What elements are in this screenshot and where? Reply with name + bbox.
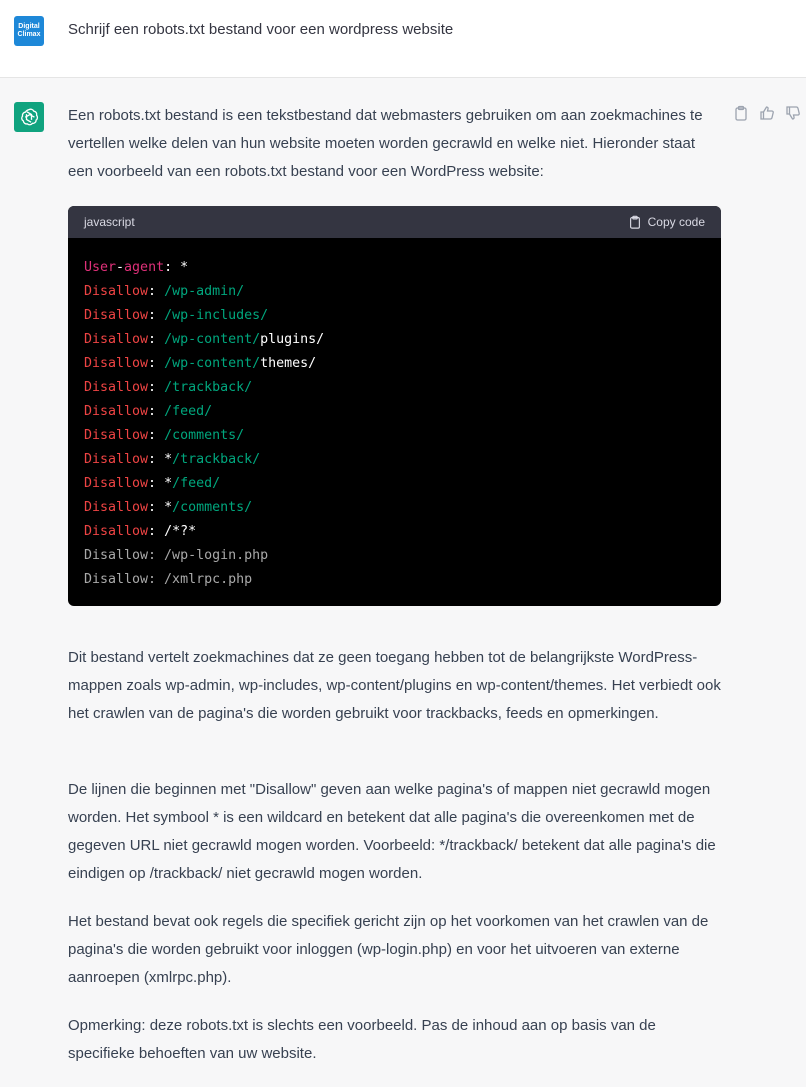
code-path: /feed/ [172, 476, 221, 491]
assistant-intro [68, 102, 721, 186]
explanation-paragraph-4: Opmerking: deze robots.txt is slechts een voorbeeld. Pas de inhoud aan op basis van de specifieke behoeften van uw website. [68, 1017, 656, 1062]
code-line [84, 328, 705, 352]
code-keyword: Disallow [84, 428, 149, 443]
code-line [84, 520, 705, 544]
code-language: javascript [84, 215, 135, 229]
clipboard-icon[interactable] [733, 105, 749, 121]
code-colon: : [148, 500, 165, 515]
code-colon: : [164, 260, 181, 275]
avatar-text-line1: Digital [18, 23, 40, 30]
code-line [84, 304, 705, 328]
code-path: /trackback/ [164, 380, 253, 395]
user-avatar [14, 16, 44, 46]
code-value: /*?* [164, 524, 197, 539]
code-colon: : [148, 428, 165, 443]
code-colon: : [148, 524, 165, 539]
thumbs-down-icon[interactable] [785, 105, 801, 121]
code-block [68, 206, 721, 606]
code-keyword: Disallow [84, 524, 149, 539]
code-path: /feed/ [164, 404, 213, 419]
code-line [84, 280, 705, 304]
code-line [84, 400, 705, 424]
code-wildcard: * [164, 476, 173, 491]
code-line [84, 496, 705, 520]
code-content [68, 238, 721, 592]
code-line [84, 376, 705, 400]
code-keyword: User [84, 260, 117, 275]
code-comment: Disallow: /wp-login.php [84, 548, 269, 563]
code-colon: : [148, 404, 165, 419]
code-colon: : [148, 308, 165, 323]
code-keyword: Disallow [84, 404, 149, 419]
explanation-paragraph-2: De lijnen die beginnen met "Disallow" geven aan welke pagina's of mappen niet gecrawld mogen worden. Het symbool * is een wildcard en betekent dat alle pagina's die overeenkomen met de gegeven URL niet gecrawld mogen worden. Voorbeeld: */trackback/ betekent dat alle pagina's die eindigen op /trackback/ niet gecrawld mogen worden. [68, 781, 716, 882]
code-wildcard: * [164, 452, 173, 467]
message-actions [733, 105, 801, 121]
copy-code-label: Copy code [647, 215, 705, 229]
code-colon: : [148, 356, 165, 371]
copy-code-button[interactable] [628, 215, 705, 229]
code-colon: : [148, 452, 165, 467]
code-value: plugins/ [260, 332, 325, 347]
code-path: /wp-content/ [164, 332, 261, 347]
code-path: /comments/ [172, 500, 253, 515]
code-comment: Disallow: /xmlrpc.php [84, 572, 253, 587]
avatar-text-line2: Climax [17, 31, 41, 38]
code-colon: : [148, 476, 165, 491]
explanation-paragraph-1: Dit bestand vertelt zoekmachines dat ze geen toegang hebben tot de belangrijkste WordPress-mappen zoals wp-admin, wp-includes, wp-content/plugins en wp-content/themes. Het verbiedt ook het crawlen van de pagina's die worden gebruikt voor trackbacks, feeds en opmerkingen. [68, 649, 721, 722]
code-value: * [180, 260, 189, 275]
code-colon: : [148, 284, 165, 299]
code-keyword: Disallow [84, 356, 149, 371]
code-line [84, 472, 705, 496]
code-keyword: Disallow [84, 476, 149, 491]
openai-logo-icon [14, 102, 44, 132]
code-path: /wp-admin/ [164, 284, 245, 299]
code-path: /wp-includes/ [164, 308, 269, 323]
code-keyword: agent [124, 260, 165, 275]
intro-text: Een robots.txt bestand is een tekstbestand dat webmasters gebruiken om aan zoekmachines te vertellen welke delen van hun website moeten worden gecrawld en welke niet. Hieronder staat een voorbeeld van een robots.txt bestand voor een WordPress website: [68, 107, 703, 180]
user-message-text: Schrijf een robots.txt bestand voor een wordpress website [68, 21, 454, 38]
code-line [84, 448, 705, 472]
code-path: /trackback/ [172, 452, 261, 467]
assistant-message-row [0, 78, 806, 1087]
code-line [84, 544, 705, 568]
code-line [84, 568, 705, 592]
explanation-paragraph-3: Het bestand bevat ook regels die specifiek gericht zijn op het voorkomen van het crawlen van de pagina's die worden gebruikt voor inloggen (wp-login.php) en voor het uitvoeren van externe aanroepen (xmlrpc.php). [68, 913, 709, 986]
code-keyword: Disallow [84, 332, 149, 347]
code-value: themes/ [260, 356, 317, 371]
code-keyword: Disallow [84, 284, 149, 299]
code-path: /comments/ [164, 428, 245, 443]
code-keyword: Disallow [84, 308, 149, 323]
code-line [84, 352, 705, 376]
code-line [84, 256, 705, 280]
code-header [68, 206, 721, 238]
code-wildcard: * [164, 500, 173, 515]
clipboard-icon [628, 215, 642, 229]
code-keyword: Disallow [84, 452, 149, 467]
thumbs-up-icon[interactable] [759, 105, 775, 121]
code-line [84, 424, 705, 448]
code-colon: : [148, 332, 165, 347]
code-colon: : [148, 380, 165, 395]
code-path: /wp-content/ [164, 356, 261, 371]
code-separator: - [116, 260, 125, 275]
code-keyword: Disallow [84, 380, 149, 395]
user-message-row [0, 0, 806, 78]
code-keyword: Disallow [84, 500, 149, 515]
